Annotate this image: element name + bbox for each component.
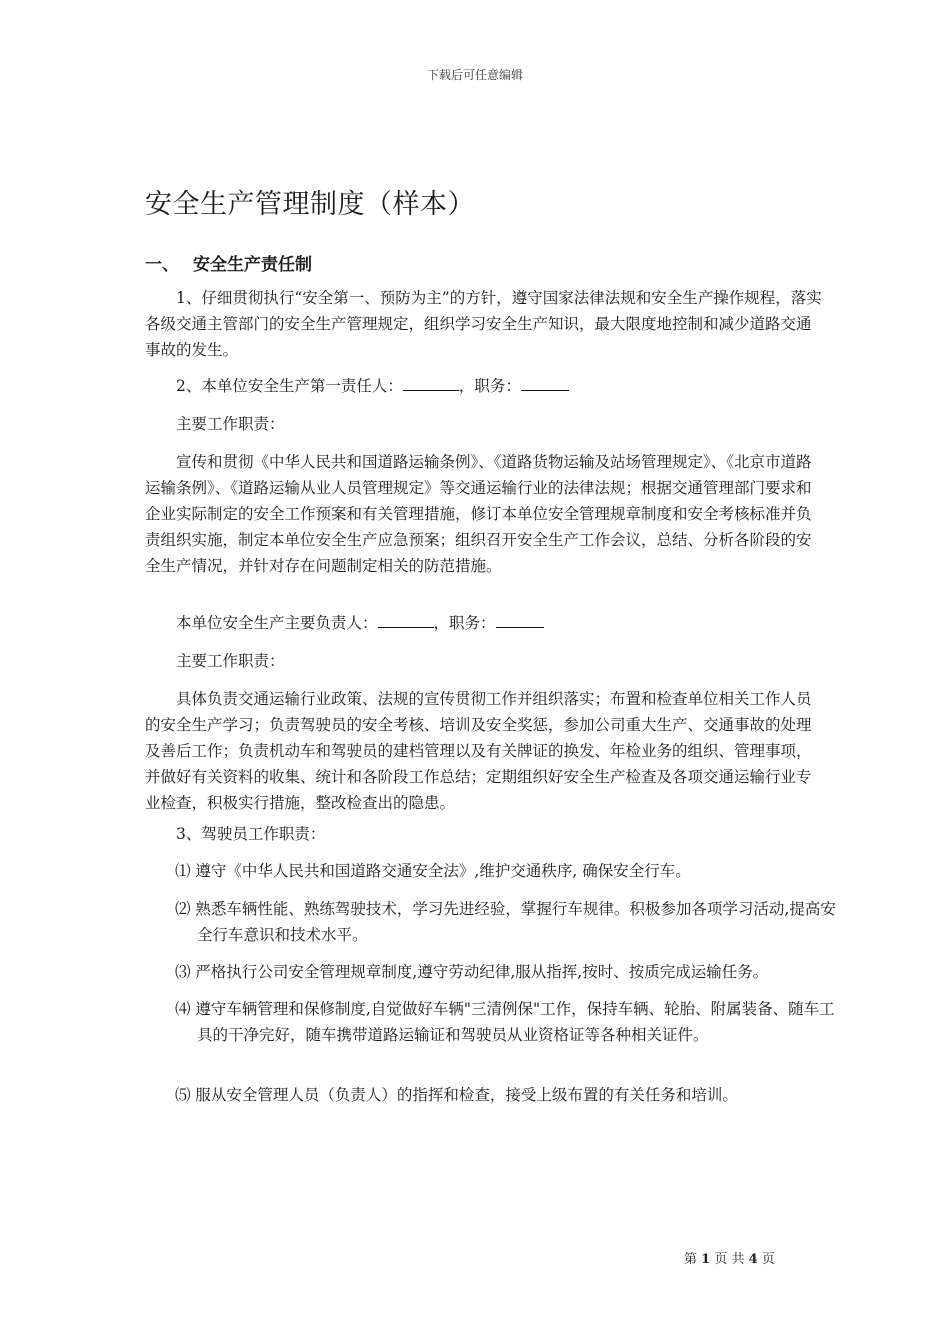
list-item: ⑴ 遵守《中华人民共和国道路交通安全法》,维护交通秩序, 确保安全行车。	[175, 862, 691, 880]
name-blank	[403, 376, 459, 391]
page-footer: 第 1 页 共 4 页	[684, 1252, 775, 1267]
position-blank	[521, 376, 569, 391]
paragraph-main-responsible	[145, 610, 856, 636]
main-responsible-label: 本单位安全生产主要负责人：	[176, 614, 378, 632]
position-label: ，职务：	[458, 377, 521, 395]
duties-label-1: 主要工作职责：	[176, 415, 285, 433]
position-blank	[496, 613, 544, 628]
section-heading	[145, 250, 312, 275]
section-title: 安全生产责任制	[193, 255, 312, 275]
list-item: ⑸ 服从安全管理人员（负责人）的指挥和检查，接受上级布置的有关任务和培训。	[175, 1086, 738, 1104]
section-number: 一、	[145, 255, 179, 275]
paragraph-1: 1、仔细贯彻执行“安全第一、预防为主”的方针，遵守国家法律法规和安全生产操作规程，落实各级交通主管部门的安全生产管理规定，组织学习安全生产知识，最大限度地控制和减少道路交通事故的发生。	[145, 289, 822, 359]
current-page-number: 1	[701, 1252, 711, 1267]
paragraph-duties-1: 宣传和贯彻《中华人民共和国道路运输条例》、《道路货物运输及站场管理规定》、《北京市道路运输条例》、《道路运输从业人员管理规定》等交通运输行业的法律法规；根据交通管理部门要求和企业实际制定的安全工作预案和有关管理措施，修订本单位安全管理规章制度和安全考核标准并负责组织实施，制定本单位安全生产应急预案；组织召开安全生产工作会议，总结、分析各阶段的安全生产情况，并针对存在问题制定相关的防范措施。	[145, 453, 812, 575]
list-item: ⑵ 熟悉车辆性能、熟练驾驶技术，学习先进经验，掌握行车规律。积极参加各项学习活动,提高安全行车意识和技术水平。	[175, 900, 836, 944]
paragraph-duties-2: 具体负责交通运输行业政策、法规的宣传贯彻工作并组织落实；布置和检查单位相关工作人员的安全生产学习；负责驾驶员的安全考核、培训及安全奖惩，参加公司重大生产、交通事故的处理及善后工作；负责机动车和驾驶员的建档管理以及有关牌证的换发、年检业务的组织、管理事项，并做好有关资料的收集、统计和各阶段工作总结；定期组织好安全生产检查及各项交通运输行业专业检查，积极实行措施，整改检查出的隐患。	[145, 690, 812, 812]
list-item: ⑶ 严格执行公司安全管理规章制度,遵守劳动纪律,服从指挥,按时、按质完成运输任务。	[175, 963, 769, 981]
page-header: 下载后可任意编辑	[426, 68, 523, 82]
list-item: ⑷ 遵守车辆管理和保修制度,自觉做好车辆"三清例保"工作，保持车辆、轮胎、附属装备、随车工具的干净完好，随车携带道路运输证和驾驶员从业资格证等各种相关证件。	[175, 1000, 835, 1044]
total-pages-number: 4	[748, 1252, 758, 1267]
name-blank	[378, 613, 434, 628]
driver-duties-heading: 3、驾驶员工作职责：	[176, 825, 326, 843]
position-label: ，职务：	[433, 614, 496, 632]
first-responsible-label: 2、本单位安全生产第一责任人：	[176, 377, 403, 395]
duties-label-2: 主要工作职责：	[176, 652, 285, 670]
document-title: 安全生产管理制度（样本）	[145, 189, 475, 220]
paragraph-first-responsible	[145, 373, 856, 399]
